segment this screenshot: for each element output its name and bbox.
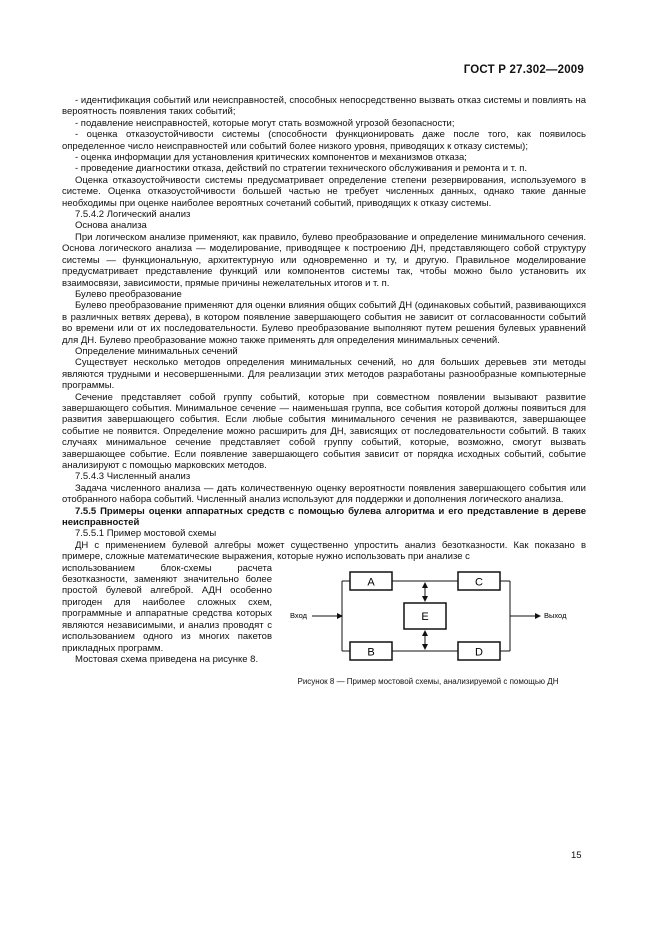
bridge-circuit-diagram <box>290 571 586 661</box>
output-label: Выход <box>544 610 567 620</box>
document-header: ГОСТ Р 27.302—2009 <box>463 64 584 76</box>
paragraph: Определение минимальных сечений <box>75 345 238 357</box>
paragraph-list <box>62 95 586 563</box>
figure-caption: Рисунок 8 — Пример мостовой схемы, анализируемой с помощью ДН <box>297 676 559 686</box>
block-c-label: C <box>475 576 483 589</box>
block-d-label: D <box>475 646 483 659</box>
paragraph: Булево преобразование применяют для оценки влияния общих событий ДН (одинаковых событий, развивающихся в различных ветвях дерева), в котором появление завершающего события не зависит от согласованности событий во времени или от их последовательности. Булево преобразование выполняют путем решения булевых уравнений для ДН. Булево преобразование можно также применять для определения минимальных сечений. <box>62 300 586 346</box>
paragraph: - оценка отказоустойчивости системы (способности функционировать даже после того, как появилось определенное число неисправностей или событий более низкого уровня, приводящих к отказу системы); <box>62 129 586 152</box>
block-e-label: E <box>421 610 429 623</box>
paragraph: 7.5.5.1 Пример мостовой схемы <box>75 528 217 540</box>
figure-side-text <box>62 563 272 666</box>
paragraph: Булево преобразование <box>75 288 182 300</box>
input-label: Вход <box>290 610 307 620</box>
document-body <box>62 95 586 707</box>
block-b-label: B <box>367 646 375 659</box>
paragraph: ДН с применением булевой алгебры может существенно упростить анализ безотказности. Как показано в примере, сложные математические выражения, которые нужно использовать при анализе с <box>62 539 586 563</box>
paragraph: - проведение диагностики отказа, действий по стратегии технического обслуживания и ремонта и т. п. <box>75 163 528 175</box>
paragraph: 7.5.4.2 Логический анализ <box>75 209 191 221</box>
paragraph: 7.5.4.3 Численный анализ <box>75 471 191 483</box>
paragraph: При логическом анализе применяют, как правило, булево преобразование и определение минимального сечения. Основа логического анализа — моделирование, приводящее к построению ДН, представляющего собой структуру системы — функциональную, архитектурную или одновременно и ту, и другую. Правильное моделирование предусматривает представление функций или компонентов системы так, чтобы можно было установить их взаимосвязи, зависимости, прямые причины нежелательных итогов и т. п. <box>62 231 586 289</box>
paragraph: Оценка отказоустойчивости системы предусматривает определение степени резервирования, используемого в системе. Оценка отказоустойчивости большей частью не требует численных данных, однако такие данные необходимы при оценке наиболее вероятных сочетаний событий, приводящих к отказу системы. <box>62 174 586 209</box>
block-a-label: A <box>367 576 375 589</box>
paragraph: Задача численного анализа — дать количественную оценку вероятности появления завершающего события или отобранного набора событий. Численный анализ используют для поддержки и дополнения логического анализа. <box>62 482 586 506</box>
figure-section <box>62 563 586 707</box>
paragraph: - оценка информации для установления критических компонентов и механизмов отказа; <box>75 152 467 164</box>
paragraph: 7.5.5 Примеры оценки аппаратных средств с помощью булева алгоритма и его представление в дереве неисправностей <box>62 505 586 529</box>
paragraph: Сечение представляет собой группу событий, которые при совместном появлении вызывают развитие завершающего события. Минимальное сечение — наименьшая группа, все события которой должны появиться для развития завершающего события. Если любые события минимального сечения не развиваются, завершающее событие не появится. Определение можно расширить для ДН, зависящих от последовательности событий. В таких случаях минимальное сечение представляет собой группу событий, которые, возможно, смогут вызвать завершающее событие. Если появление завершающего события зависит от порядка исходных событий, событие анализируют с помощью марковских методов. <box>62 391 586 471</box>
paragraph: Основа анализа <box>75 220 147 232</box>
page-number: 15 <box>571 850 582 861</box>
figure-side-paragraph: использованием блок-схемы расчета безотказности, заменяют значительно более простой булевой алгеброй. АДН особенно пригоден для наиболее сложных схем, программные и аппаратные средства которых являются независимыми, и анализ проводят с использованием одного из многих пакетов прикладных программ. <box>62 562 272 654</box>
paragraph: - идентификация событий или неисправностей, способных непосредственно вызвать отказ системы и повлиять на вероятность появления таких событий; <box>62 95 586 118</box>
paragraph: Существует несколько методов определения минимальных сечений, но для больших деревьев эти методы являются трудными и несовершенными. Для реализации этих методов разработаны разнообразные компьютерные программы. <box>62 357 586 392</box>
paragraph: - подавление неисправностей, которые могут стать возможной угрозой безопасности; <box>75 117 455 129</box>
figure-side-paragraph: Мостовая схема приведена на рисунке 8. <box>75 653 259 665</box>
